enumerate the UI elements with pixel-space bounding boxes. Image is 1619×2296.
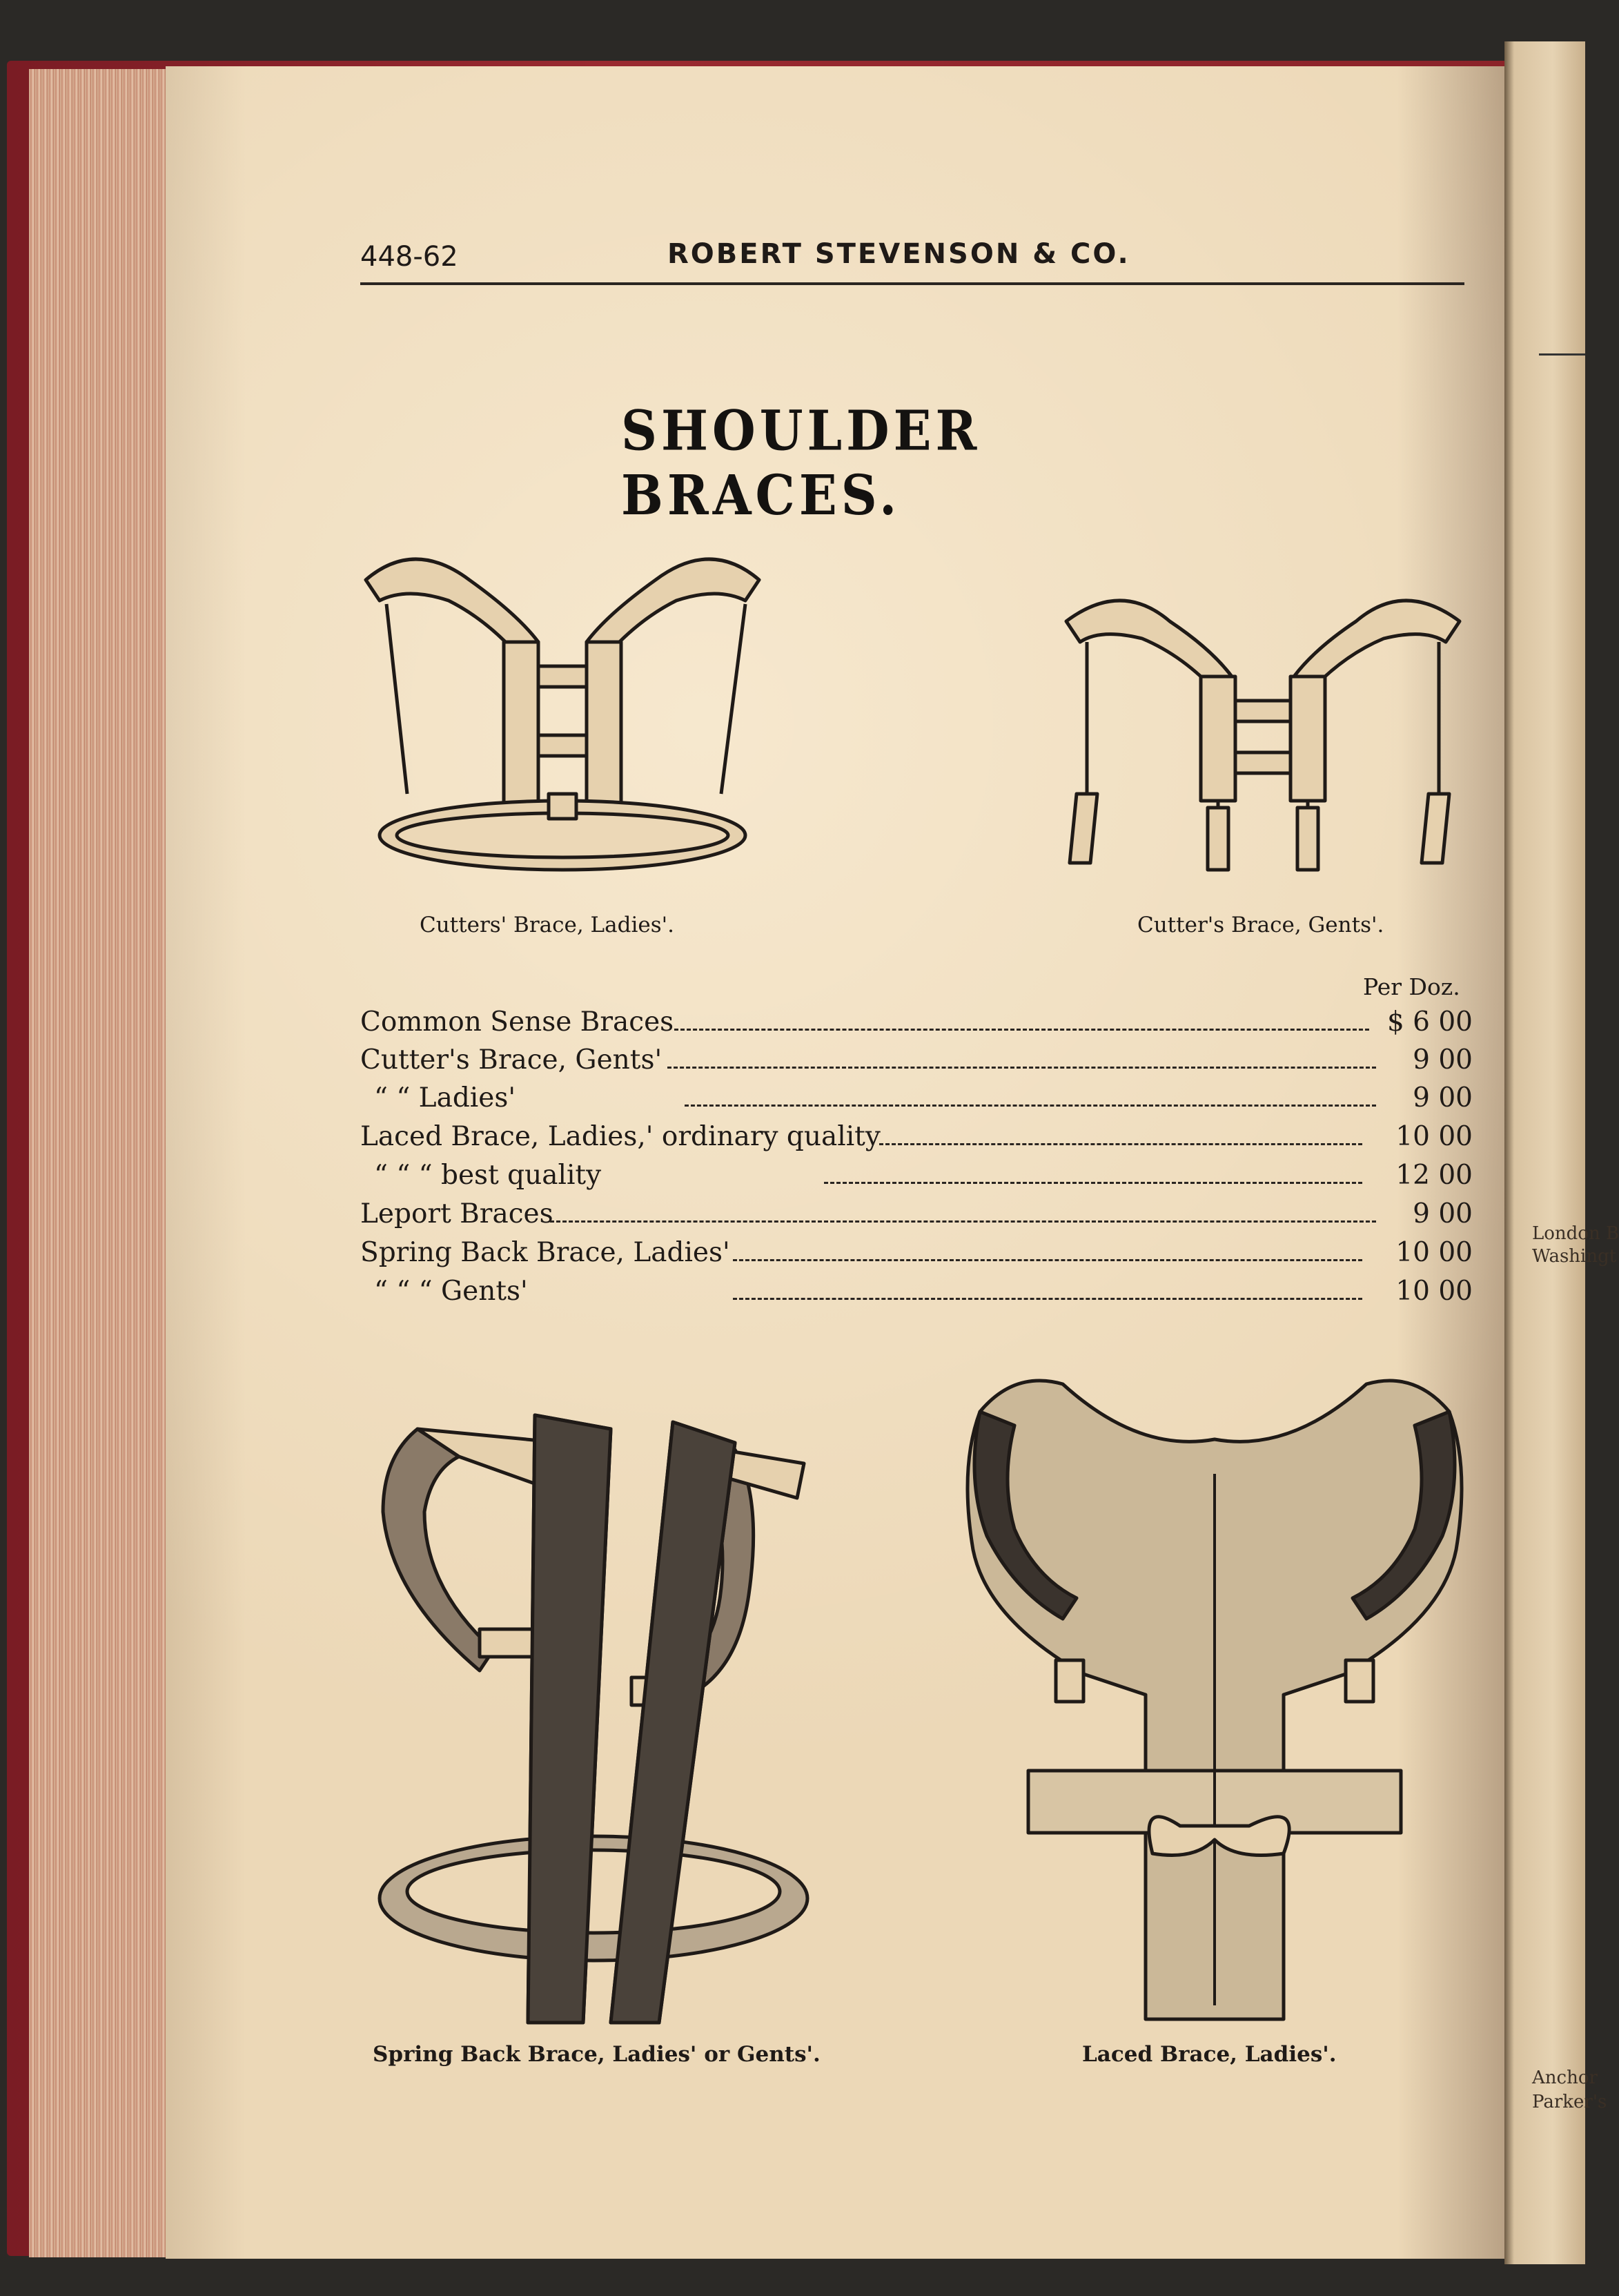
item-price: 10 00 [1395, 1121, 1473, 1152]
cutters-brace-ladies-illustration [359, 538, 766, 891]
page-edges [29, 69, 188, 2257]
price-row [360, 1237, 1473, 1270]
adjacent-page-fragment: Parker's [1532, 2092, 1607, 2112]
item-price: $ 6 00 [1386, 1006, 1473, 1038]
page-title: SHOULDER BRACES. [621, 398, 981, 527]
item-name: Common Sense Braces [360, 1006, 674, 1038]
item-name: Cutter's Brace, Gents' [360, 1044, 663, 1076]
item-name: Leport Braces [360, 1198, 553, 1229]
item-price: 9 00 [1413, 1198, 1473, 1229]
price-column-header: Per Doz. [1363, 973, 1460, 1000]
leader-dots [667, 1067, 1376, 1069]
adjacent-page-fragment: London B [1532, 1223, 1619, 1244]
adjacent-page-fragment: Washingt [1532, 1246, 1617, 1267]
adjacent-page-rule [1539, 353, 1585, 356]
item-name: Spring Back Brace, Ladies' [360, 1237, 730, 1268]
price-row [360, 1160, 1473, 1193]
page-header [360, 238, 1464, 285]
cutters-brace-gents-illustration [1059, 573, 1466, 884]
price-row [360, 1198, 1473, 1232]
item-price: 9 00 [1413, 1044, 1473, 1076]
price-row [360, 1006, 1473, 1040]
leader-dots [733, 1259, 1362, 1261]
caption-laced-brace-ladies: Laced Brace, Ladies'. [1082, 2042, 1337, 2067]
caption-spring-back-brace: Spring Back Brace, Ladies' or Gents'. [373, 2042, 821, 2067]
item-price: 10 00 [1395, 1276, 1473, 1307]
leader-dots [879, 1143, 1362, 1145]
item-name: “ “ Ladies' [374, 1082, 516, 1113]
item-name: “ “ “ Gents' [374, 1276, 528, 1307]
leader-dots [550, 1220, 1376, 1223]
spring-back-brace-illustration [376, 1415, 811, 2023]
laced-brace-ladies-illustration [959, 1370, 1473, 2019]
leader-dots [824, 1182, 1362, 1184]
leader-dots [674, 1029, 1369, 1031]
caption-cutters-brace-ladies: Cutters' Brace, Ladies'. [420, 913, 675, 937]
page-number: 448-62 [360, 241, 458, 273]
price-row [360, 1276, 1473, 1309]
price-row [360, 1082, 1473, 1116]
leader-dots [733, 1298, 1362, 1300]
item-price: 12 00 [1395, 1160, 1473, 1191]
item-name: “ “ “ best quality [374, 1160, 602, 1191]
adjacent-page-fragment: Anchor [1532, 2068, 1598, 2088]
item-price: 9 00 [1413, 1082, 1473, 1113]
price-row [360, 1121, 1473, 1154]
item-price: 10 00 [1395, 1237, 1473, 1268]
leader-dots [685, 1105, 1376, 1107]
caption-cutters-brace-gents: Cutter's Brace, Gents'. [1137, 913, 1384, 937]
adjacent-page [1504, 41, 1619, 2264]
price-row [360, 1044, 1473, 1078]
item-name: Laced Brace, Ladies,' ordinary quality [360, 1121, 881, 1152]
firm-name: ROBERT STEVENSON & CO. [667, 238, 1130, 270]
